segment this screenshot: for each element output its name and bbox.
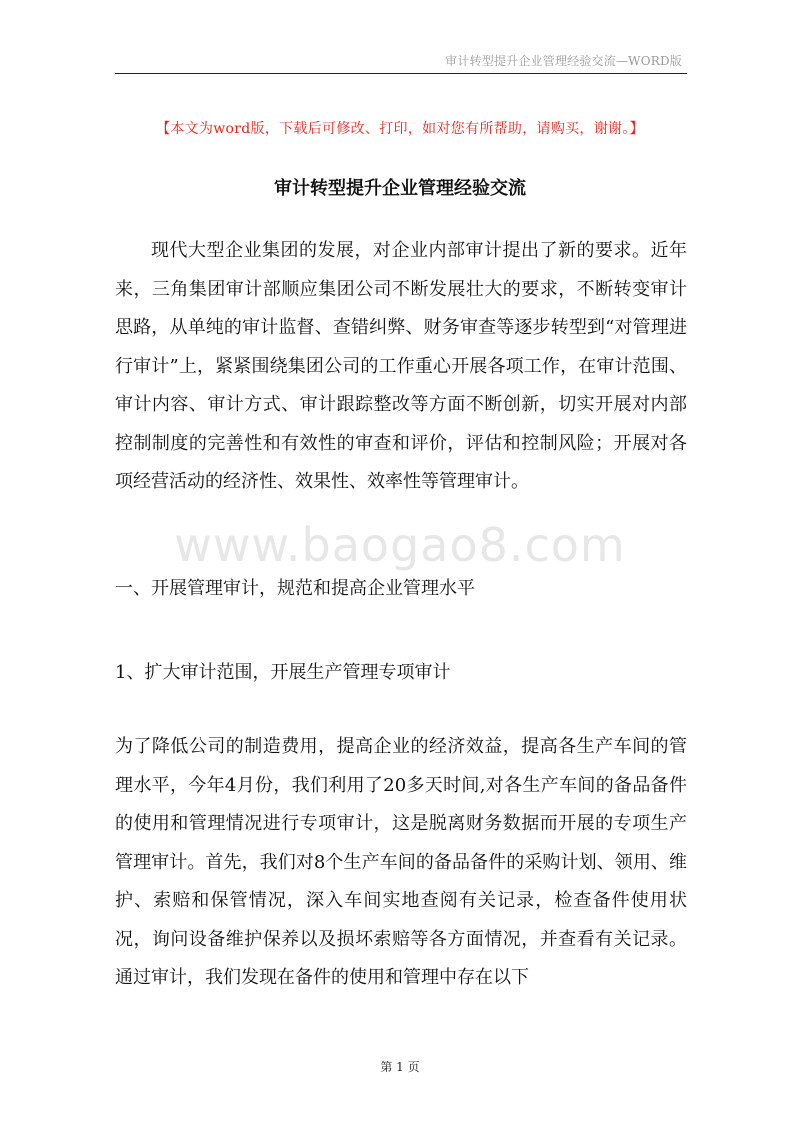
section-heading-1: 一、开展管理审计，规范和提高企业管理水平: [115, 578, 475, 599]
running-header: 审计转型提升企业管理经验交流—WORD版: [445, 54, 682, 68]
subsection-heading-1: 1、扩大审计范围，开展生产管理专项审计: [115, 662, 451, 683]
body-paragraph: 为了降低公司的制造费用，提高企业的经济效益，提高各生产车间的管理水平，今年4月份，我们利用了20多天时间,对各生产车间的备品备件的使用和管理情况进行专项审计，这是脱离财务数据而开展的专项生产管理审计。首先，我们对8个生产车间的备品备件的采购计划、领用、维护、索赔和保管情况，深入车间实地查阅有关记录，检查备件使用状况，询问设备维护保养以及损坏索赔等各方面情况，并查看有关记录。通过审计，我们发现在备件的使用和管理中存在以下: [115, 736, 687, 988]
header-divider: [115, 73, 687, 74]
document-title: 审计转型提升企业管理经验交流: [274, 178, 526, 199]
watermark: www.baogao8.com: [174, 518, 626, 572]
page-number: 第 1 页: [380, 1060, 420, 1074]
intro-paragraph: 现代大型企业集团的发展，对企业内部审计提出了新的要求。近年来，三角集团审计部顺应集团公司不断发展壮大的要求，不断转变审计思路，从单纯的审计监督、查错纠弊、财务审查等逐步转型到“对管理进行审计”上，紧紧围绕集团公司的工作重心开展各项工作，在审计范围、审计内容、审计方式、审计跟踪整改等方面不断创新，切实开展对内部控制制度的完善性和有效性的审查和评价，评估和控制风险；开展对各项经营活动的经济性、效果性、效率性等管理审计。: [115, 240, 687, 492]
download-notice: 【本文为word版，下载后可修改、打印，如对您有所帮助，请购买，谢谢。】: [156, 121, 644, 137]
